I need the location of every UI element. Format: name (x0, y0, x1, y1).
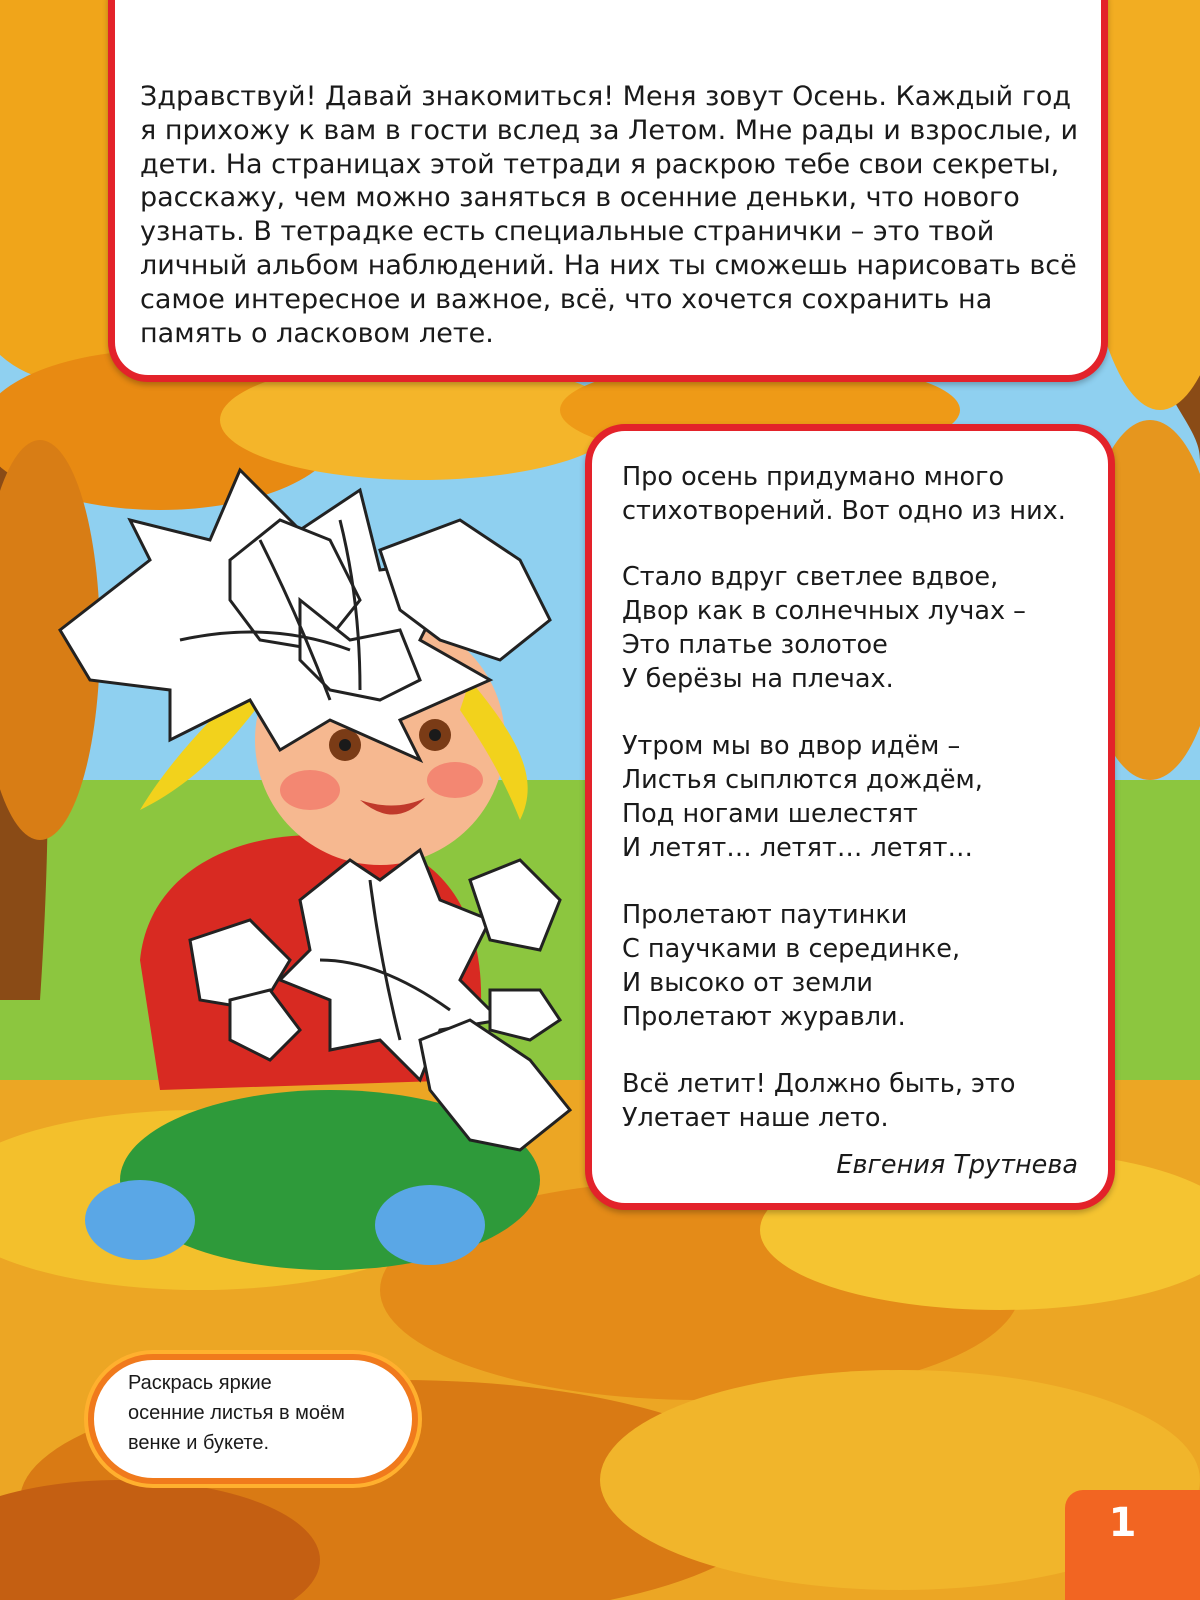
poem-line: Всё летит! Должно быть, это (622, 1069, 1016, 1099)
hint-line: венке и букете. (128, 1432, 270, 1454)
poem-stanza-1 (622, 560, 1026, 696)
poem-author: Евгения Трутнева (836, 1150, 1078, 1180)
poem-line: Стало вдруг светлее вдвое, (622, 562, 999, 592)
poem-intro (622, 460, 1066, 528)
poem-line: Пролетают паутинки (622, 900, 908, 930)
poem-line: И высоко от земли (622, 968, 873, 998)
poem-line: У берёзы на плечах. (622, 664, 894, 694)
poem-intro-line: стихотворений. Вот одно из них. (622, 496, 1066, 526)
poem-line: Утром мы во двор идём – (622, 731, 961, 761)
hint-line: Раскрась яркие (128, 1372, 272, 1394)
poem-line: И летят… летят… летят… (622, 833, 973, 863)
poem-line: Это платье золотое (622, 630, 888, 660)
poem-line: Двор как в солнечных лучах – (622, 596, 1026, 626)
poem-intro-line: Про осень придумано много (622, 462, 1005, 492)
poem-line: Улетает наше лето. (622, 1103, 889, 1133)
intro-paragraph: Здравствуй! Давай знакомиться! Меня зовут Осень. Каждый год я прихожу к вам в гости вслед за Летом. Мне рады и взрослые, и дети. На страницах этой тетради я раскрою тебе свои секреты, расскажу, чем можно заняться в осенние деньки, что нового узнать. В тетрадке есть специальные странички – это твой личный альбом наблюдений. На них ты сможешь нарисовать всё самое интересное и важное, всё, что хочется сохранить на память о ласковом лете. (140, 81, 1078, 349)
poem-line: Пролетают журавли. (622, 1002, 906, 1032)
poem-stanza-3 (622, 898, 960, 1034)
poem-line: С паучками в серединке, (622, 934, 961, 964)
page-number: 1 (1108, 1500, 1137, 1546)
poem-line: Под ногами шелестят (622, 799, 918, 829)
poem-line: Листья сыплются дождём, (622, 765, 983, 795)
hint-text (128, 1368, 408, 1458)
poem-stanza-4 (622, 1067, 1015, 1135)
hint-line: осенние листья в моём (128, 1402, 345, 1424)
poem-stanza-2 (622, 729, 983, 865)
